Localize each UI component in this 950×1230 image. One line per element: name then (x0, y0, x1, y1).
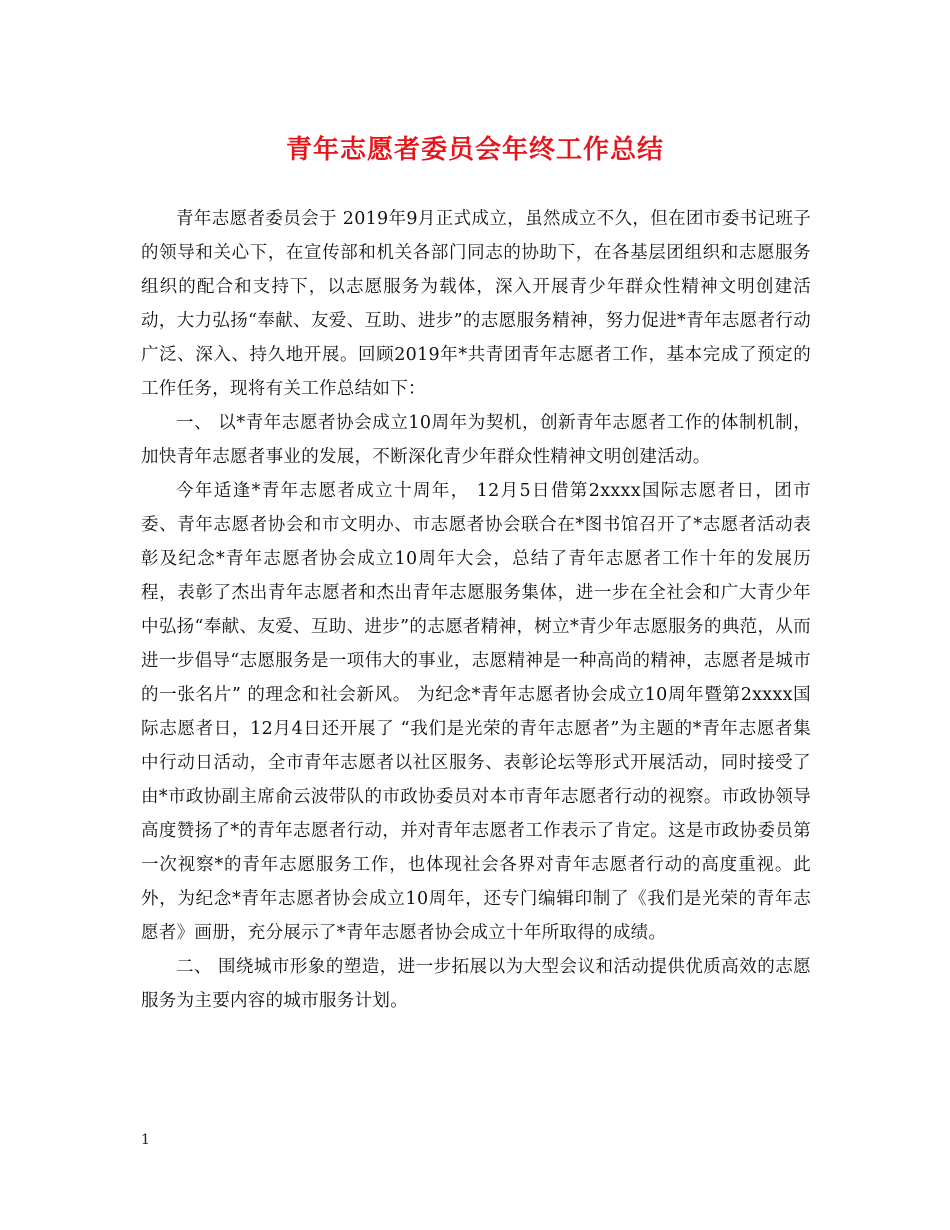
page-number: 1 (141, 1132, 150, 1148)
paragraph-intro: 青年志愿者委员会于 2019年9月正式成立，虽然成立不久，但在团市委书记班子的领导和关心下，在宣传部和机关各部门同志的协助下，在各基层团组织和志愿服务组织的配合和支持下，以志愿服务为载体，深入开展青少年群众性精神文明创建活动，大力弘扬“奉献、友爱、互助、进步”的志愿服务精神，努力促进*青年志愿者行动广泛、深入、持久地开展。回顾2019年*共青团青年志愿者工作，基本完成了预定的工作任务，现将有关工作总结如下： (141, 209, 811, 399)
paragraph-section-one-heading: 一、 以*青年志愿者协会成立10周年为契机，创新青年志愿者工作的体制机制，加快青年志愿者事业的发展，不断深化青少年群众性精神文明创建活动。 (141, 413, 811, 467)
document-body (141, 202, 811, 1018)
paragraph-section-one-body: 今年适逢*青年志愿者成立十周年， 12月5日借第2xxxx国际志愿者日，团市委、青年志愿者协会和市文明办、市志愿者协会联合在*图书馆召开了*志愿者活动表彰及纪念*青年志愿者协会成立10周年大会，总结了青年志愿者工作十年的发展历程，表彰了杰出青年志愿者和杰出青年志愿服务集体，进一步在全社会和广大青少年中弘扬“奉献、友爱、互助、进步”的志愿者精神，树立*青少年志愿服务的典范，从而进一步倡导“志愿服务是一项伟大的事业，志愿精神是一种高尚的精神，志愿者是城市的一张名片” 的理念和社会新风。 为纪念*青年志愿者协会成立10周年暨第2xxxx国际志愿者日，12月4日还开展了 “我们是光荣的青年志愿者”为主题的*青年志愿者集中行动日活动，全市青年志愿者以社区服务、表彰论坛等形式开展活动，同时接受了由*市政协副主席俞云波带队的市政协委员对本市青年志愿者行动的视察。市政协领导高度赞扬了*的青年志愿者行动，并对青年志愿者工作表示了肯定。这是市政协委员第一次视察*的青年志愿服务工作，也体现社会各界对青年志愿者行动的高度重视。此外，为纪念*青年志愿者协会成立10周年，还专门编辑印制了《我们是光荣的青年志愿者》画册，充分展示了*青年志愿者协会成立十年所取得的成绩。 (141, 481, 811, 943)
document-title: 青年志愿者委员会年终工作总结 (285, 135, 664, 165)
paragraph-section-two-heading: 二、 围绕城市形象的塑造，进一步拓展以为大型会议和活动提供优质高效的志愿服务为主要内容的城市服务计划。 (141, 957, 811, 1011)
